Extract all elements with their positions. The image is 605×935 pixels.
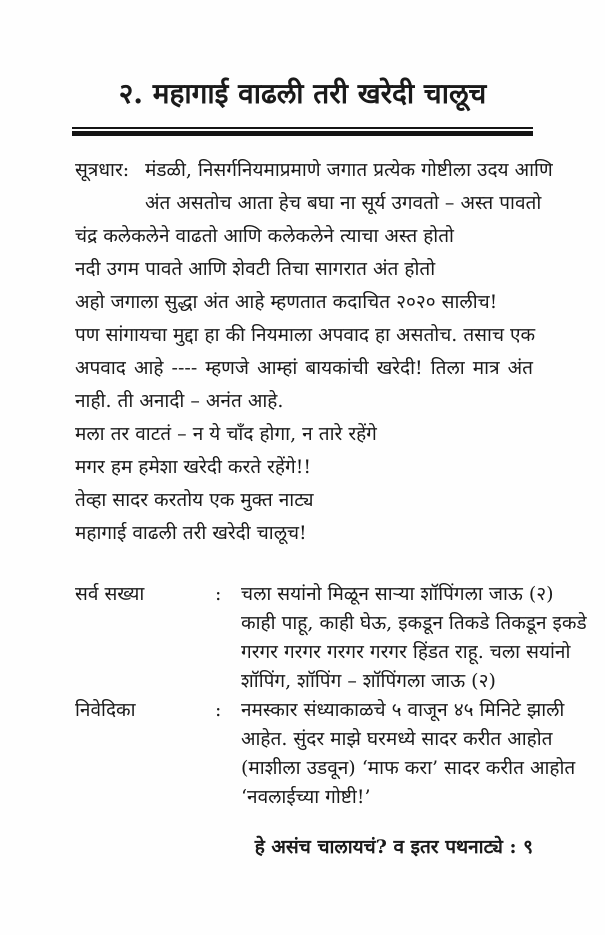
dialog-section bbox=[75, 580, 587, 812]
speaker-label: सर्व सख्या bbox=[75, 583, 145, 605]
title-underline-thick-rule bbox=[72, 131, 533, 136]
text-line: अपवाद आहे ---- म्हणजे आम्हां बायकांची खरेदी! तिला मात्र अंत bbox=[75, 357, 533, 379]
title-underline bbox=[72, 127, 533, 136]
script-body bbox=[75, 154, 553, 550]
text-line: (माशीला उडवून) ‘माफ करा’ सादर करीत आहोत bbox=[241, 757, 576, 779]
text-line: महागाई वाढली तरी खरेदी चालूच! bbox=[75, 522, 307, 544]
text-line: नदी उगम पावते आणि शेवटी तिचा सागरात अंत होतो bbox=[75, 258, 436, 280]
text-line: काही पाहू, काही घेऊ, इकडून तिकडे तिकडून इकडे bbox=[241, 612, 587, 634]
speaker-separator: : bbox=[215, 583, 222, 605]
chapter-title: २. महागाई वाढली तरी खरेदी चालूच bbox=[118, 77, 487, 110]
text-line: नमस्कार संध्याकाळचे ५ वाजून ४५ मिनिटे झाली bbox=[241, 699, 565, 721]
text-line: पण सांगायचा मुद्दा हा की नियमाला अपवाद हा असतोच. तसाच एक bbox=[75, 324, 536, 346]
text-line: शॉपिंग, शॉपिंग – शॉपिंगला जाऊ (२) bbox=[241, 670, 496, 692]
speaker-separator: : bbox=[215, 699, 222, 721]
dialog-speech bbox=[241, 696, 576, 812]
dialog-entry bbox=[75, 580, 587, 696]
text-line: मगर हम हमेशा खरेदी करते रहेंगे!! bbox=[75, 456, 311, 478]
running-footer: हे असंच चालायचं? व इतर पथनाट्ये : ९ bbox=[254, 836, 533, 858]
text-line: अंत असतोच आता हेच बघा ना सूर्य उगवतो – अस्त पावतो bbox=[145, 192, 542, 214]
narrator-paragraph bbox=[75, 154, 553, 220]
text-line: चंद्र कलेकलेने वाढतो आणि कलेकलेने त्याचा अस्त होतो bbox=[75, 225, 454, 247]
text-line: गरगर गरगर गरगर गरगर हिंडत राहू. चला सयांनो bbox=[241, 641, 571, 663]
text-line: अहो जगाला सुद्धा अंत आहे म्हणतात कदाचित २०२० सालीच! bbox=[75, 291, 498, 313]
narrator-speech bbox=[145, 154, 553, 220]
text-line: चला सयांनो मिळून साऱ्या शॉपिंगला जाऊ (२) bbox=[241, 583, 554, 605]
dialog-entry bbox=[75, 696, 576, 812]
speaker-label: निवेदिका bbox=[75, 699, 136, 721]
dialog-speech bbox=[241, 580, 587, 696]
text-line: मंडळी, निसर्गनियमाप्रमाणे जगात प्रत्येक गोष्टीला उदय आणि bbox=[145, 159, 553, 181]
text-line: नाही. ती अनादी – अनंत आहे. bbox=[75, 390, 284, 412]
title-underline-thin-rule bbox=[72, 127, 533, 129]
text-line: आहेत. सुंदर माझे घरमध्ये सादर करीत आहोत bbox=[241, 728, 553, 750]
speaker-label: सूत्रधार: bbox=[75, 159, 130, 181]
text-line: तेव्हा सादर करतोय एक मुक्त नाट्य bbox=[75, 489, 314, 511]
text-line: मला तर वाटतं – न ये चाँद होगा, न तारे रहेंगे bbox=[75, 423, 377, 445]
text-line: ‘नवलाईच्या गोष्टी!’ bbox=[241, 786, 371, 808]
